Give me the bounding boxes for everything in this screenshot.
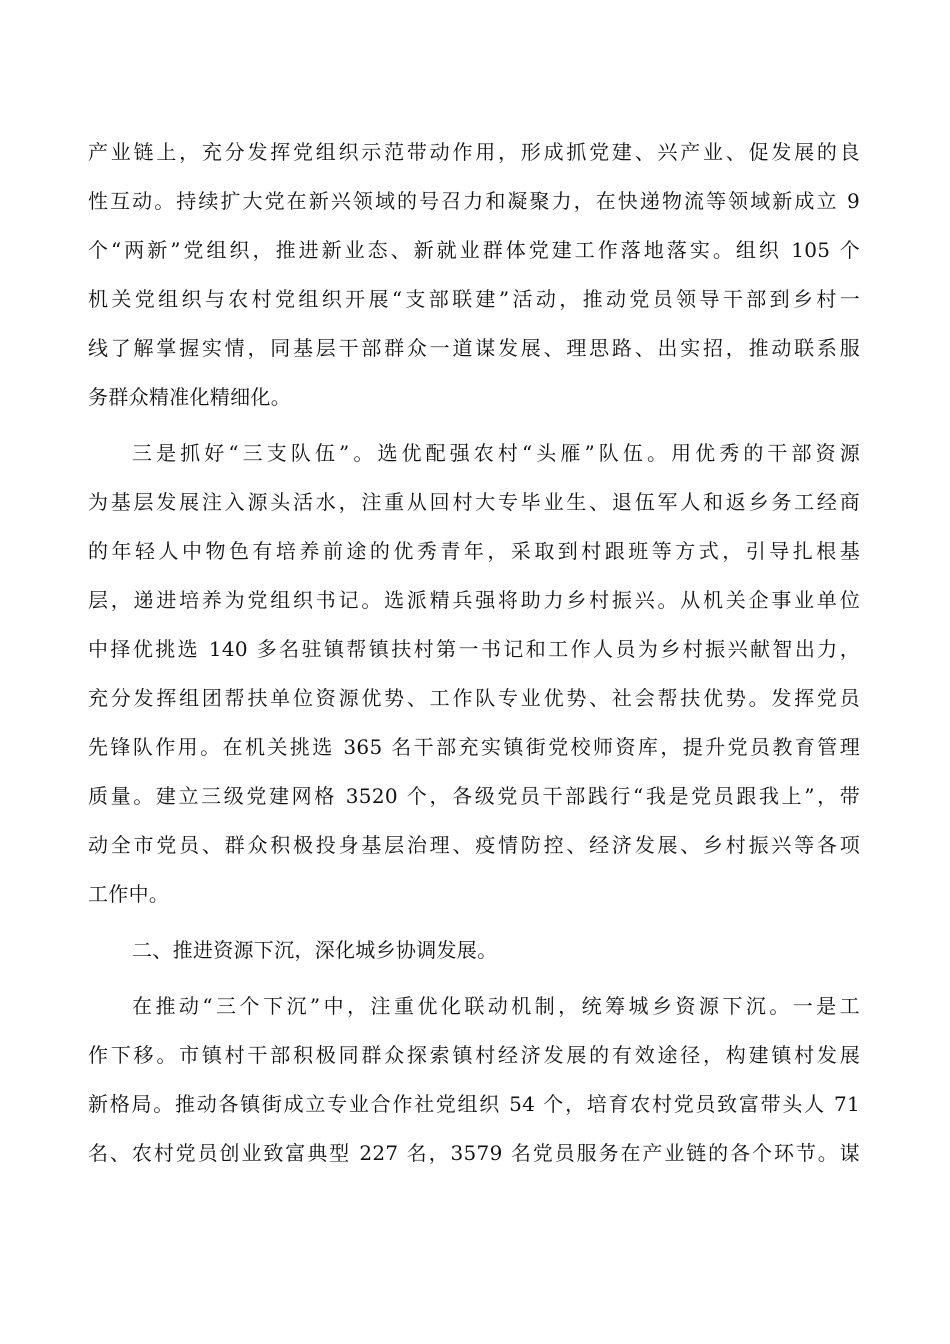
paragraph-1-line-6: 务群众精准化精细化。 [88,385,291,409]
paragraph-4-line-2: 作下移。市镇村干部积极同群众探索镇村经济发展的有效途径，构建镇村发展 [88,1043,860,1067]
section-heading: 二、推进资源下沉，深化城乡协调发展。 [132,938,498,962]
paragraph-4-line-3: 新格局。推动各镇街成立专业合作社党组织 54 个，培育农村党员致富带头人 71 [88,1092,860,1116]
paragraph-2-line-8: 质量。建立三级党建网格 3520 个，各级党员干部践行“我是党员跟我上”，带 [88,784,860,808]
paragraph-1-line-5: 线了解掌握实情，同基层干部群众一道谋发展、理思路、出实招，推动联系服 [88,336,860,360]
paragraph-1-line-1: 产业链上，充分发挥党组织示范带动作用，形成抓党建、兴产业、促发展的良 [88,140,860,164]
paragraph-2-line-10: 工作中。 [88,882,170,906]
paragraph-1-line-3: 个“两新”党组织，推进新业态、新就业群体党建工作落地落实。组织 105 个 [88,238,860,262]
paragraph-1-line-2: 性互动。持续扩大党在新兴领域的号召力和凝聚力，在快递物流等领域新成立 9 [88,189,860,213]
paragraph-2-line-6: 充分发挥组团帮扶单位资源优势、工作队专业优势、社会帮扶优势。发挥党员 [88,686,860,710]
paragraph-2-line-7: 先锋队作用。在机关挑选 365 名干部充实镇街党校师资库，提升党员教育管理 [88,735,860,759]
paragraph-2-line-2: 为基层发展注入源头活水，注重从回村大专毕业生、退伍军人和返乡务工经商 [88,490,860,514]
paragraph-2-line-9: 动全市党员、群众积极投身基层治理、疫情防控、经济发展、乡村振兴等各项 [88,833,860,857]
paragraph-2-line-4: 层，递进培养为党组织书记。选派精兵强将助力乡村振兴。从机关企事业单位 [88,588,860,612]
paragraph-2-line-1: 三是抓好“三支队伍”。选优配强农村“头雁”队伍。用优秀的干部资源 [132,441,860,465]
paragraph-4-line-4: 名、农村党员创业致富典型 227 名，3579 名党员服务在产业链的各个环节。谋 [88,1141,860,1165]
paragraph-2-line-5: 中择优挑选 140 多名驻镇帮镇扶村第一书记和工作人员为乡村振兴献智出力， [88,637,860,661]
paragraph-2-line-3: 的年轻人中物色有培养前途的优秀青年，采取到村跟班等方式，引导扎根基 [88,539,860,563]
paragraph-1-line-4: 机关党组织与农村党组织开展“支部联建”活动，推动党员领导干部到乡村一 [88,287,860,311]
paragraph-4-line-1: 在推动“三个下沉”中，注重优化联动机制，统筹城乡资源下沉。一是工 [132,994,860,1018]
